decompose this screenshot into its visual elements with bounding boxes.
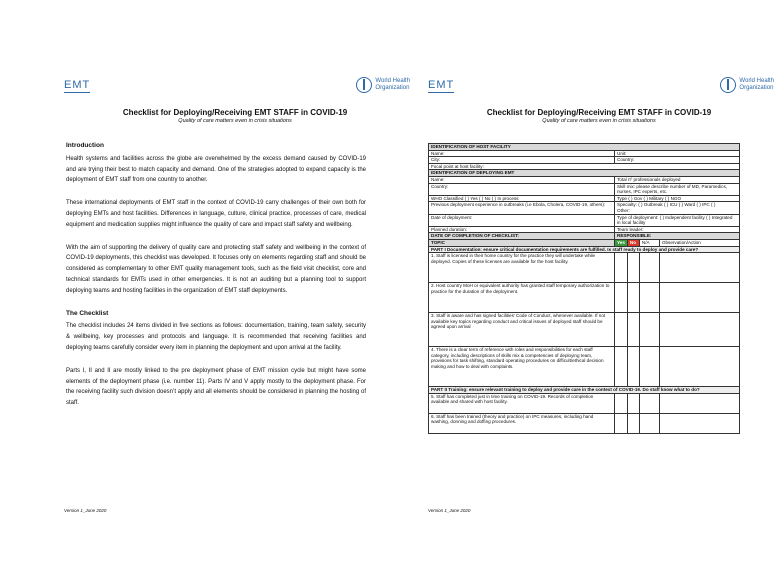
who-logo — [356, 77, 410, 93]
emt-name-label: Name: — [429, 176, 615, 183]
na-cell[interactable] — [639, 413, 659, 433]
who-globe-icon — [720, 77, 736, 93]
who-classified-label: WHO Classified ( ) Yes ( ) No ( ) In process — [429, 195, 615, 202]
type-label: Type ( ) Gov ( ) Military ( ) NGO — [615, 195, 740, 202]
obs-cell[interactable] — [659, 347, 739, 387]
obs-cell[interactable] — [659, 393, 739, 413]
specialty-text: Specialty: ( ) Outbreak ( ) ICU ( ) Ward ( ) IPC ( ) — [617, 202, 716, 208]
prev-experience-label: Previous deployment experience in outbreaks (i.e Ebola, Cholera, COVID-19, others): — [429, 202, 615, 214]
no-cell[interactable] — [627, 313, 639, 347]
emt-logo — [64, 79, 90, 93]
page-title: Checklist for Deploying/Receiving EMT STAFF in COVID-19 — [486, 108, 712, 117]
no-cell[interactable] — [627, 413, 639, 433]
obs-cell[interactable] — [659, 413, 739, 433]
body-text — [66, 141, 366, 421]
date-deploy-label: Date of deployment: — [429, 214, 615, 226]
topic-header: TOPIC — [429, 239, 615, 246]
type-deploy-label: Type of deployment: ( ) Independent facility ( ) Integrated in local facility — [615, 214, 740, 226]
checklist-item: 3. Staff is aware and has signed facilities’ Code of Conduct, whenever available. If not available key topics regarding conduct and critical issues of deployed staff should be agreed upon arrival — [429, 313, 615, 347]
yes-cell[interactable] — [615, 393, 628, 413]
emt-logo-text: EMT — [64, 79, 91, 91]
other-label: Other: — [617, 207, 630, 213]
yes-cell[interactable] — [615, 253, 628, 283]
emt-country-label: Country: — [429, 183, 615, 195]
checklist-heading: The Checklist — [66, 309, 109, 317]
who-logo-line1: World Health — [375, 78, 410, 84]
page-subtitle: Quality of care matters even in crisis situations — [542, 118, 656, 124]
emt-heading: IDENTIFICATION OF DEPLOYING EMT — [429, 170, 740, 177]
page-title: Checklist for Deploying/Receiving EMT STAFF in COVID-19 — [122, 108, 348, 117]
who-logo-line1: World Health — [739, 78, 774, 84]
obs-cell[interactable] — [659, 313, 739, 347]
yes-cell[interactable] — [615, 313, 628, 347]
no-cell[interactable] — [627, 253, 639, 283]
checklist-item: 4. There is a clear term of reference with roles and responsibilities for each staff category, including descriptions of skills mix & competencies of deploying team, provisions for task shifting, standard operating procedures on difficult/ethical decision making and how to deal with complaints. — [429, 347, 615, 387]
no-header: No — [627, 239, 639, 246]
paragraph: The checklist includes 24 items divided in five sections as follows: documentation, training, team safety, security & wellbeing, key processes and protocols and language. It is recommended that receiving facilities and deploying teams carefully consider every item in planning the deployment and upon arrival at the facility. — [66, 323, 366, 351]
page-one — [60, 55, 410, 525]
date-completion-label: DATE OF COMPLETION OF CHECKLIST: — [429, 233, 615, 240]
page-footer: Version 1_June 2020 — [64, 508, 107, 513]
no-cell[interactable] — [627, 347, 639, 387]
no-cell[interactable] — [627, 283, 639, 313]
planned-duration-label: Planned duration: — [429, 226, 615, 233]
focal-label: Focal point at host facility: — [429, 163, 740, 170]
unit-label: Unit: — [615, 150, 740, 157]
checklist-item: 2. Host country MoH or equivalent authority has granted staff temporary authorization to practice for the duration of the deployment. — [429, 283, 615, 313]
page-subtitle: Quality of care matters even in crisis situations — [178, 118, 292, 124]
obs-cell[interactable] — [659, 253, 739, 283]
part2-heading: PART II Training: ensure relevant training to deploy and provide care in the context of COVID-19. Do staff know what to do? — [429, 387, 740, 394]
page-two — [424, 55, 774, 525]
checklist-table — [428, 143, 740, 434]
na-header: N/A — [639, 239, 659, 246]
yes-cell[interactable] — [615, 413, 628, 433]
who-logo-line2: Organization — [739, 85, 774, 91]
emt-logo — [428, 79, 454, 93]
paragraph: Parts I, II and II are mostly linked to the pre deployment phase of EMT mission cycle but might have some elements of the deployment phase (i.e. number 11). Parts IV and V apply mostly to the deployment phase. For the receiving facility such division doesn’t apply and all elements should be considered in planning the hosting of staff. — [66, 367, 366, 407]
specialty-label — [615, 202, 740, 214]
host-heading: IDENTIFICATION OF HOST FACILITY — [429, 144, 740, 151]
na-cell[interactable] — [639, 313, 659, 347]
yes-header: Yes — [615, 239, 628, 246]
who-logo — [720, 77, 774, 93]
checklist-item: 5. Staff has completed just in time training on COVID-19. Records of completion available and shared with host facility. — [429, 393, 615, 413]
part1-heading: PART I Documentation: ensure critical documentation requirements are fulfilled. Is staff ready to deploy and provide care? — [429, 246, 740, 253]
no-cell[interactable] — [627, 393, 639, 413]
country-label: Country: — [615, 157, 740, 164]
checklist-item: 6. Staff has been trained (theory and practice) on IPC measures, including hand washing, donning and doffing procedures. — [429, 413, 615, 433]
skill-mix-label: Skill mix: please describe number of MD, Paramedics, nurses, IPC experts, etc. — [615, 183, 740, 195]
na-cell[interactable] — [639, 253, 659, 283]
paragraph: These international deployments of EMT staff in the context of COVID-19 carry challenges of their own both for deploying EMTs and host facilities. Differences in language, culture, clinical practice, processes of care, medical equipment and medication supplies might influence the quality of care and impact staff safety and wellbeing. — [66, 200, 366, 228]
paragraph: Health systems and facilities across the globe are overwhelmed by the excess demand caused by COVID-19 and are trying their best to match capacity and demand. One of the strategies adopted to expand capacity is the deployment of EMT staff from one country to another. — [66, 155, 366, 184]
team-leader-label: Team leader: — [615, 226, 740, 233]
host-name-label: Name: — [429, 150, 615, 157]
obs-cell[interactable] — [659, 283, 739, 313]
total-staff-label: Total nº professionals deployed — [615, 176, 740, 183]
page-footer: Version 1_June 2020 — [428, 508, 471, 513]
checklist-item: 1. Staff is licensed in their home country for the practice they will undertake while deployed. Copies of these licenses are available for the host facility. — [429, 253, 615, 283]
obs-header: Observation/Action — [659, 239, 739, 246]
yes-cell[interactable] — [615, 347, 628, 387]
emt-logo-text: EMT — [428, 79, 455, 91]
responsible-label: RESPONSIBLE: — [615, 233, 740, 240]
city-label: City: — [429, 157, 615, 164]
intro-heading: Introduction — [66, 142, 104, 149]
na-cell[interactable] — [639, 393, 659, 413]
na-cell[interactable] — [639, 283, 659, 313]
who-logo-line2: Organization — [375, 85, 410, 91]
yes-cell[interactable] — [615, 283, 628, 313]
paragraph: With the aim of supporting the delivery of quality care and protecting staff safety and wellbeing in the context of COVID-19 deployments, this checklist was developed. It focuses only on elements regarding staff and should be considered as complementary to other EMT quality management tools, such as the field visit checklist, core and technical standards for EMTs used in other emergencies. It is not an auditing but a planning tool to support deploying teams and hosting facilities in the organization of EMT staff deployments. — [66, 244, 366, 294]
who-globe-icon — [356, 77, 372, 93]
na-cell[interactable] — [639, 347, 659, 387]
